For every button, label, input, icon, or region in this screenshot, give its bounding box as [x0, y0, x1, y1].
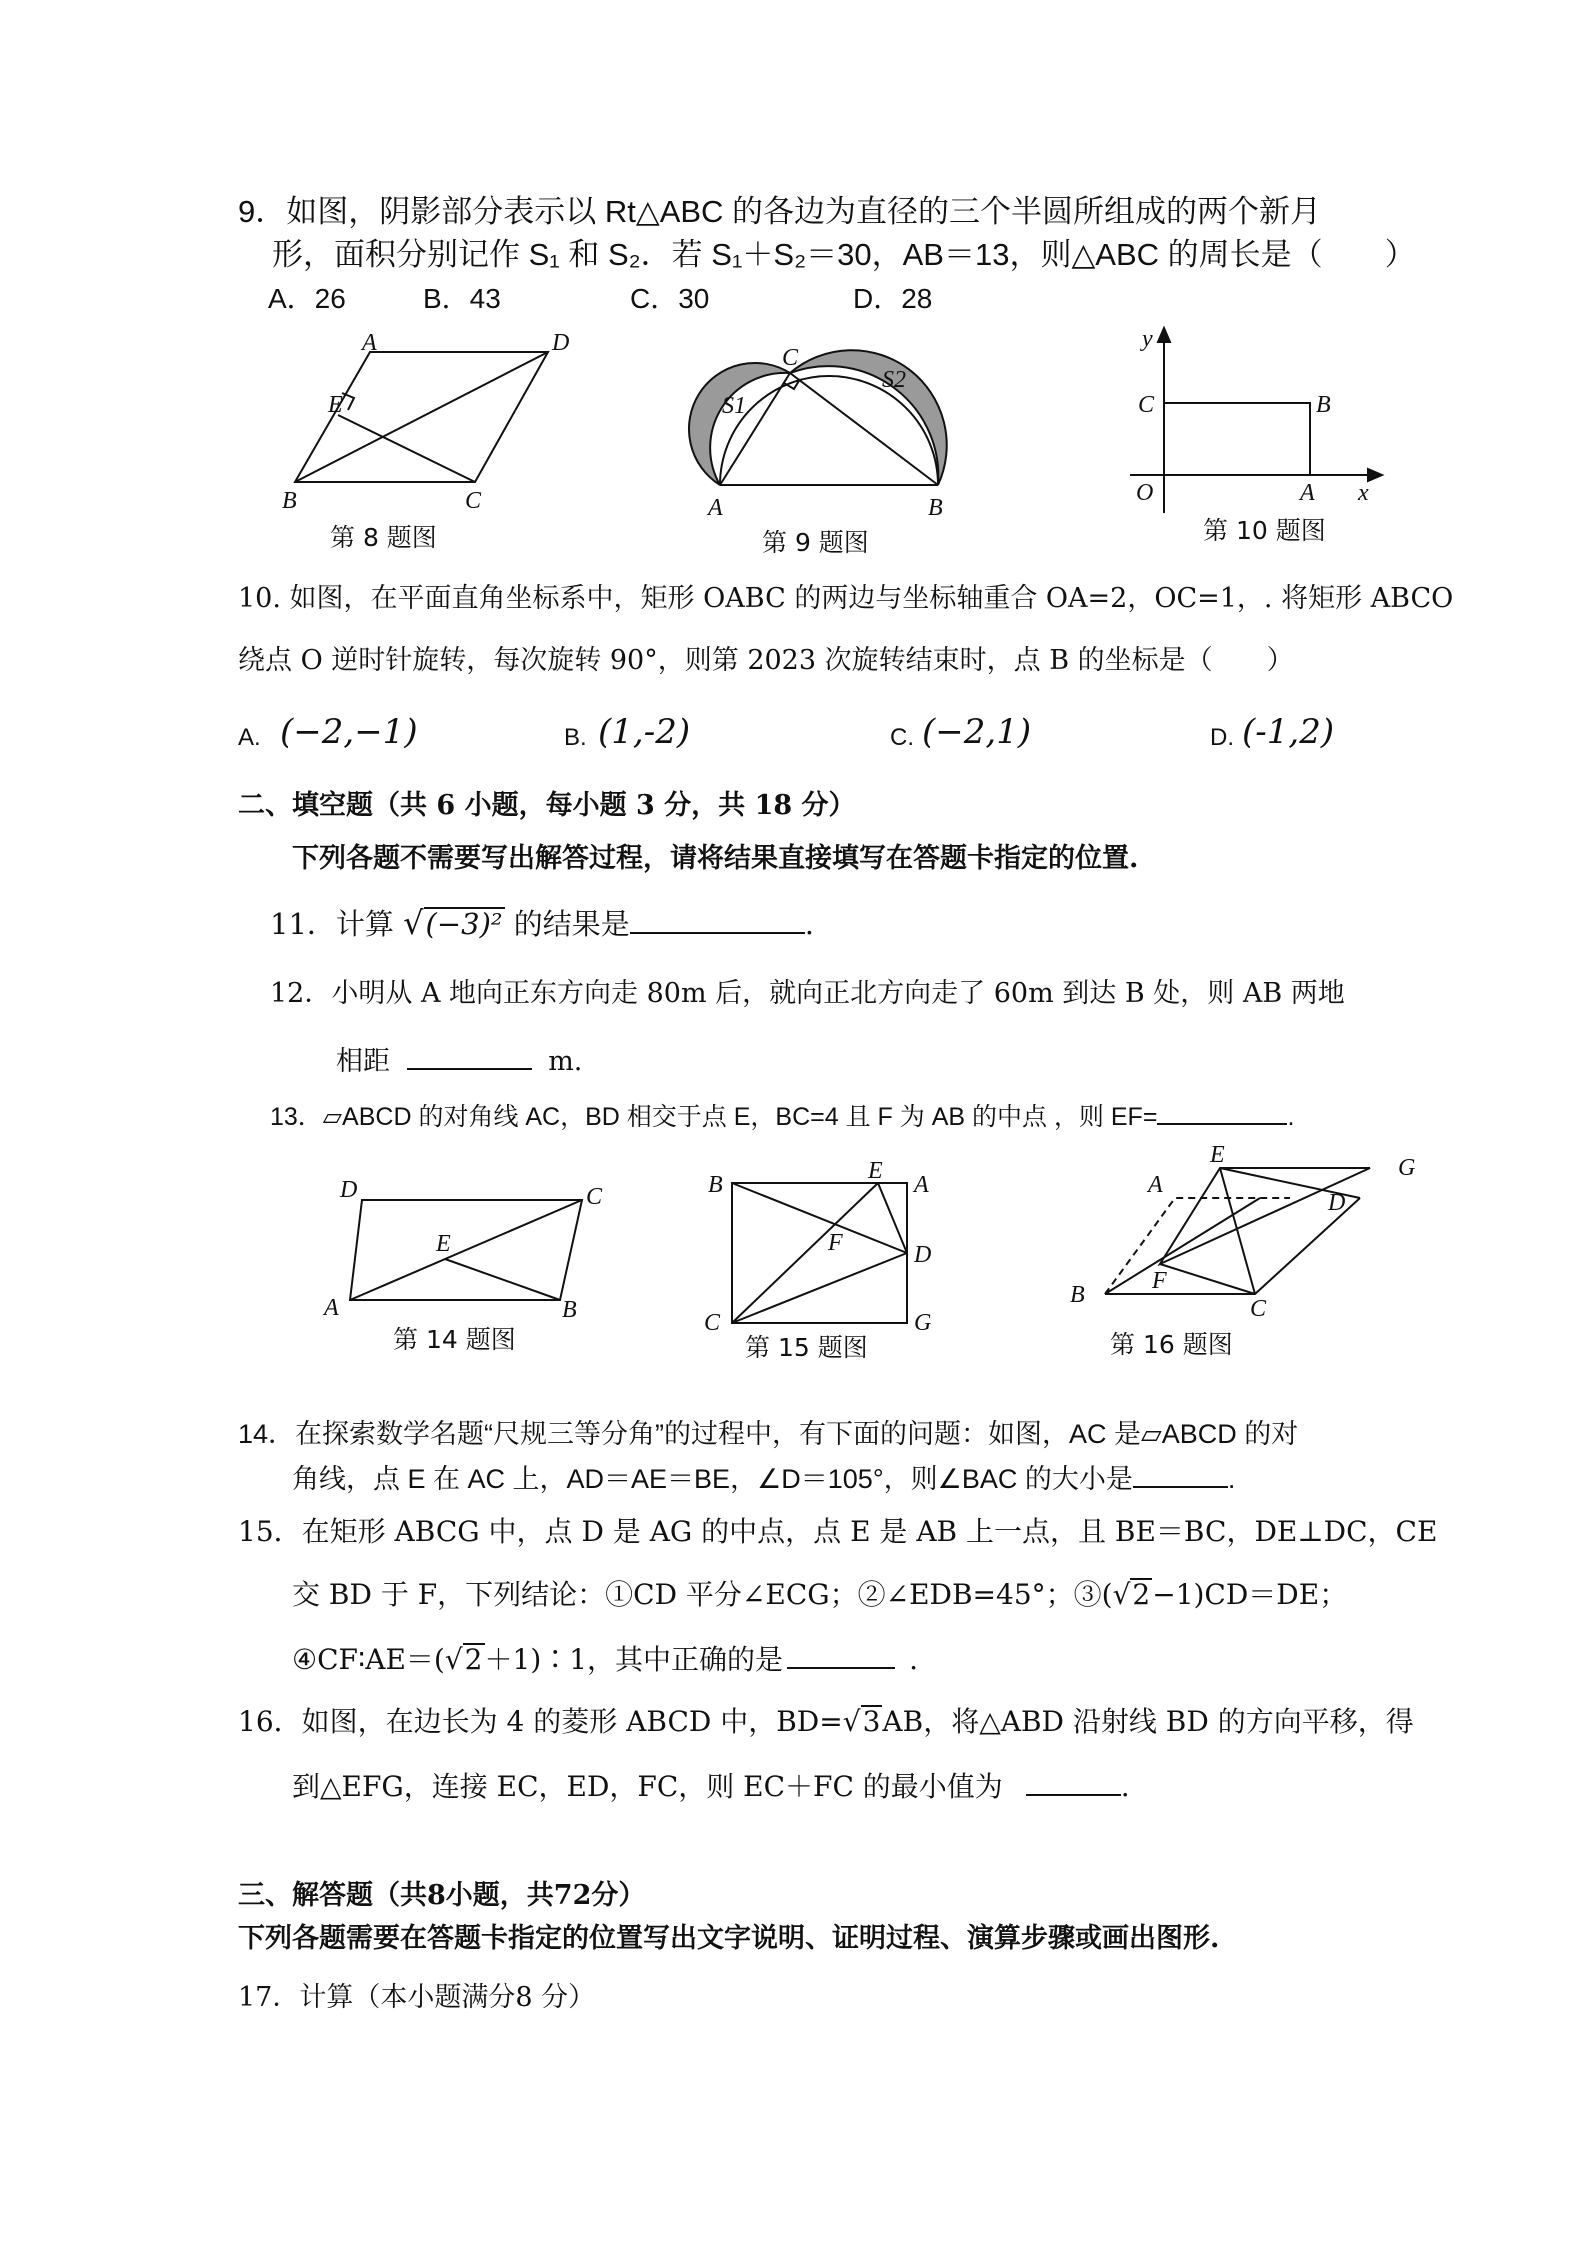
label-s2: S2	[882, 367, 906, 393]
rectangle-abcg	[732, 1183, 907, 1323]
q16-end: .	[1120, 1770, 1130, 1803]
label-b: B	[562, 1297, 577, 1323]
q15-line3-b: ＋1)∶1，其中正确的是	[484, 1643, 784, 1676]
label-b: B	[1070, 1282, 1085, 1308]
q15-line3-radicand: 2	[464, 1643, 483, 1676]
label-c: C	[465, 488, 482, 514]
label-a: A	[1300, 480, 1315, 506]
q11-end: .	[804, 907, 814, 941]
rectangle-oabc	[1164, 403, 1310, 475]
q14-line1: 14．在探索数学名题“尺规三等分角”的过程中，有下面的问题：如图，AC 是▱ABCD 的对	[238, 1419, 1299, 1449]
q16-line1-b: AB，将△ABD 沿射线 BD 的方向平移，得	[882, 1705, 1414, 1738]
label-f: F	[1152, 1268, 1167, 1294]
fig14-caption: 第 14 题图	[393, 1325, 516, 1354]
q11-answer-blank[interactable]	[630, 906, 805, 934]
sqrt-symbol: √	[403, 904, 424, 942]
q10-option-b-value: (1,‑2)	[598, 712, 691, 752]
label-e: E	[868, 1158, 883, 1184]
label-d: D	[1328, 1190, 1346, 1216]
q9-line2: 形，面积分别记作 S₁ 和 S₂．若 S₁＋S₂＝30，AB＝13，则△ABC 的周长是（ ）	[272, 237, 1416, 272]
q16-answer-blank[interactable]	[1026, 1768, 1121, 1796]
label-x: x	[1358, 480, 1369, 506]
sqrt-symbol: √	[842, 1705, 861, 1738]
label-b: B	[928, 495, 943, 521]
q9-option-d: D．28	[853, 283, 933, 314]
q12-line2	[336, 1042, 582, 1078]
figure-16	[1060, 1142, 1430, 1330]
label-b: B	[708, 1172, 723, 1198]
label-d: D	[552, 330, 570, 356]
figure-15	[700, 1158, 960, 1338]
q14-end: .	[1227, 1464, 1236, 1494]
q15-line3	[292, 1641, 918, 1677]
label-c: C	[704, 1310, 721, 1336]
q14-line2-text: 角线，点 E 在 AC 上，AD＝AE＝BE，∠D＝105°，则∠BAC 的大小是	[292, 1464, 1133, 1494]
q15-line2-radicand: 2	[1132, 1578, 1151, 1611]
q15-line3-end: .	[909, 1643, 918, 1676]
fig16-caption: 第 16 题图	[1110, 1330, 1233, 1359]
q15-line3-a: ④CF∶AE＝(	[292, 1643, 445, 1676]
fig9-caption: 第 9 题图	[762, 528, 869, 557]
q12-line1: 12．小明从 A 地向正东方向走 80m 后，就向正北方向走了 60m 到达 B 处，则 AB 两地	[270, 978, 1345, 1009]
q14-answer-blank[interactable]	[1133, 1460, 1228, 1488]
q16-line1	[238, 1705, 1414, 1739]
label-s1: S1	[722, 393, 746, 419]
section3-title: 三、解答题（共8小题，共72分）	[238, 1880, 646, 1911]
figure-9	[690, 335, 970, 525]
q9-line1: 9．如图，阴影部分表示以 Rt△ABC 的各边为直径的三个半圆所组成的两个新月	[238, 194, 1322, 229]
q10-line1: 10. 如图，在平面直角坐标系中，矩形 OABC 的两边与坐标轴重合 OA=2，OC=1，. 将矩形 ABCO	[238, 583, 1454, 614]
q10-option-b-letter: B.	[564, 724, 587, 751]
y-axis-arrow	[1158, 328, 1170, 342]
label-b: B	[1316, 392, 1331, 418]
triangle-egf	[1160, 1168, 1370, 1264]
q13-end: .	[1287, 1103, 1295, 1131]
segment-fc	[1160, 1264, 1255, 1294]
label-a: A	[708, 495, 723, 521]
label-f: F	[828, 1230, 843, 1256]
diagonal-bd	[1105, 1198, 1260, 1294]
q10-option-d-value: (‑1,2)	[1242, 712, 1335, 752]
label-o: O	[1136, 480, 1154, 506]
label-a: A	[362, 330, 377, 356]
label-g: G	[914, 1310, 932, 1336]
q16-line2	[292, 1768, 1130, 1804]
label-e: E	[1210, 1142, 1225, 1168]
q13	[270, 1097, 1294, 1132]
crescent-s2	[790, 350, 947, 485]
q13-text: 13．▱ABCD 的对角线 AC，BD 相交于点 E，BC=4 且 F 为 AB 的中点 ，则 EF=	[270, 1103, 1158, 1131]
q9-option-a: A．26	[268, 283, 346, 314]
label-e: E	[328, 392, 343, 418]
q11-suffix: 的结果是	[513, 907, 630, 941]
label-a: A	[324, 1295, 339, 1321]
label-g: G	[1398, 1155, 1416, 1181]
label-e: E	[436, 1231, 451, 1257]
q12-line2-prefix: 相距	[336, 1046, 390, 1077]
label-c: C	[1250, 1296, 1267, 1322]
segment-ec	[1220, 1168, 1255, 1294]
q10-option-c-value: (−2,1)	[922, 712, 1032, 752]
label-b: B	[282, 488, 297, 514]
q15-line2-a: 交 BD 于 F，下列结论：①CD 平分∠ECG；②∠EDB=45°；③(	[292, 1578, 1113, 1611]
label-d: D	[340, 1177, 358, 1203]
figure-14	[320, 1177, 620, 1323]
label-c: C	[782, 345, 799, 371]
q10-option-a-letter: A.	[238, 724, 261, 751]
diagonal-ac	[350, 1200, 582, 1300]
q12-answer-blank[interactable]	[407, 1042, 532, 1070]
q11	[270, 904, 814, 942]
sqrt-symbol: √	[1112, 1578, 1131, 1611]
x-axis-arrow	[1368, 469, 1382, 481]
q10-option-d-letter: D.	[1210, 724, 1234, 751]
q16-line2-text: 到△EFG，连接 EC，ED，FC，则 EC＋FC 的最小值为	[292, 1770, 1003, 1803]
segment-ce	[732, 1183, 878, 1323]
q15-answer-blank[interactable]	[787, 1641, 895, 1669]
fig15-caption: 第 15 题图	[745, 1333, 868, 1362]
label-d: D	[914, 1242, 932, 1268]
q11-radicand: (−3)²	[425, 907, 503, 941]
segment-be	[445, 1259, 560, 1300]
sqrt-symbol: √	[444, 1643, 463, 1676]
q9-option-c: C．30	[630, 283, 710, 314]
fig10-caption: 第 10 题图	[1203, 516, 1326, 545]
q11-prefix: 11．计算	[270, 907, 394, 941]
fig8-caption: 第 8 题图	[330, 523, 437, 552]
label-c: C	[586, 1184, 603, 1210]
q13-answer-blank[interactable]	[1157, 1097, 1287, 1125]
figure-10	[1120, 318, 1400, 518]
q12-line2-suffix: m.	[548, 1046, 583, 1077]
q16-line1-a: 16．如图，在边长为 4 的菱形 ABCD 中，BD=	[238, 1705, 843, 1738]
q10-option-a-value: (−2,−1)	[280, 712, 418, 752]
q15-line2	[292, 1578, 1347, 1612]
label-a: A	[1148, 1172, 1163, 1198]
section3-instruction: 下列各题需要在答题卡指定的位置写出文字说明、证明过程、演算步骤或画出图形.	[238, 1923, 1220, 1954]
q9-option-b: B．43	[423, 283, 501, 314]
label-y: y	[1142, 326, 1153, 352]
q10-line2: 绕点 O 逆时针旋转，每次旋转 90°，则第 2023 次旋转结束时，点 B 的坐标是（ ）	[238, 645, 1294, 676]
segment-cd	[732, 1253, 907, 1323]
label-a: A	[914, 1172, 929, 1198]
segment-bd	[732, 1183, 907, 1253]
label-c: C	[1138, 392, 1155, 418]
q15-line1: 15．在矩形 ABCG 中，点 D 是 AG 的中点，点 E 是 AB 上一点，且 BE＝BC，DE⊥DC，CE	[238, 1515, 1438, 1548]
q10-option-c-letter: C.	[890, 724, 914, 751]
figure-8	[280, 330, 580, 520]
section2-instruction: 下列各题不需要写出解答过程，请将结果直接填写在答题卡指定的位置.	[292, 843, 1139, 874]
q14-line2	[292, 1460, 1235, 1495]
q17: 17．计算（本小题满分8 分）	[238, 1982, 596, 2013]
section2-title: 二、填空题（共 6 小题，每小题 3 分，共 18 分）	[238, 790, 856, 821]
q16-line1-radicand: 3	[862, 1705, 881, 1738]
q15-line2-b: −1)CD＝DE；	[1152, 1578, 1348, 1611]
